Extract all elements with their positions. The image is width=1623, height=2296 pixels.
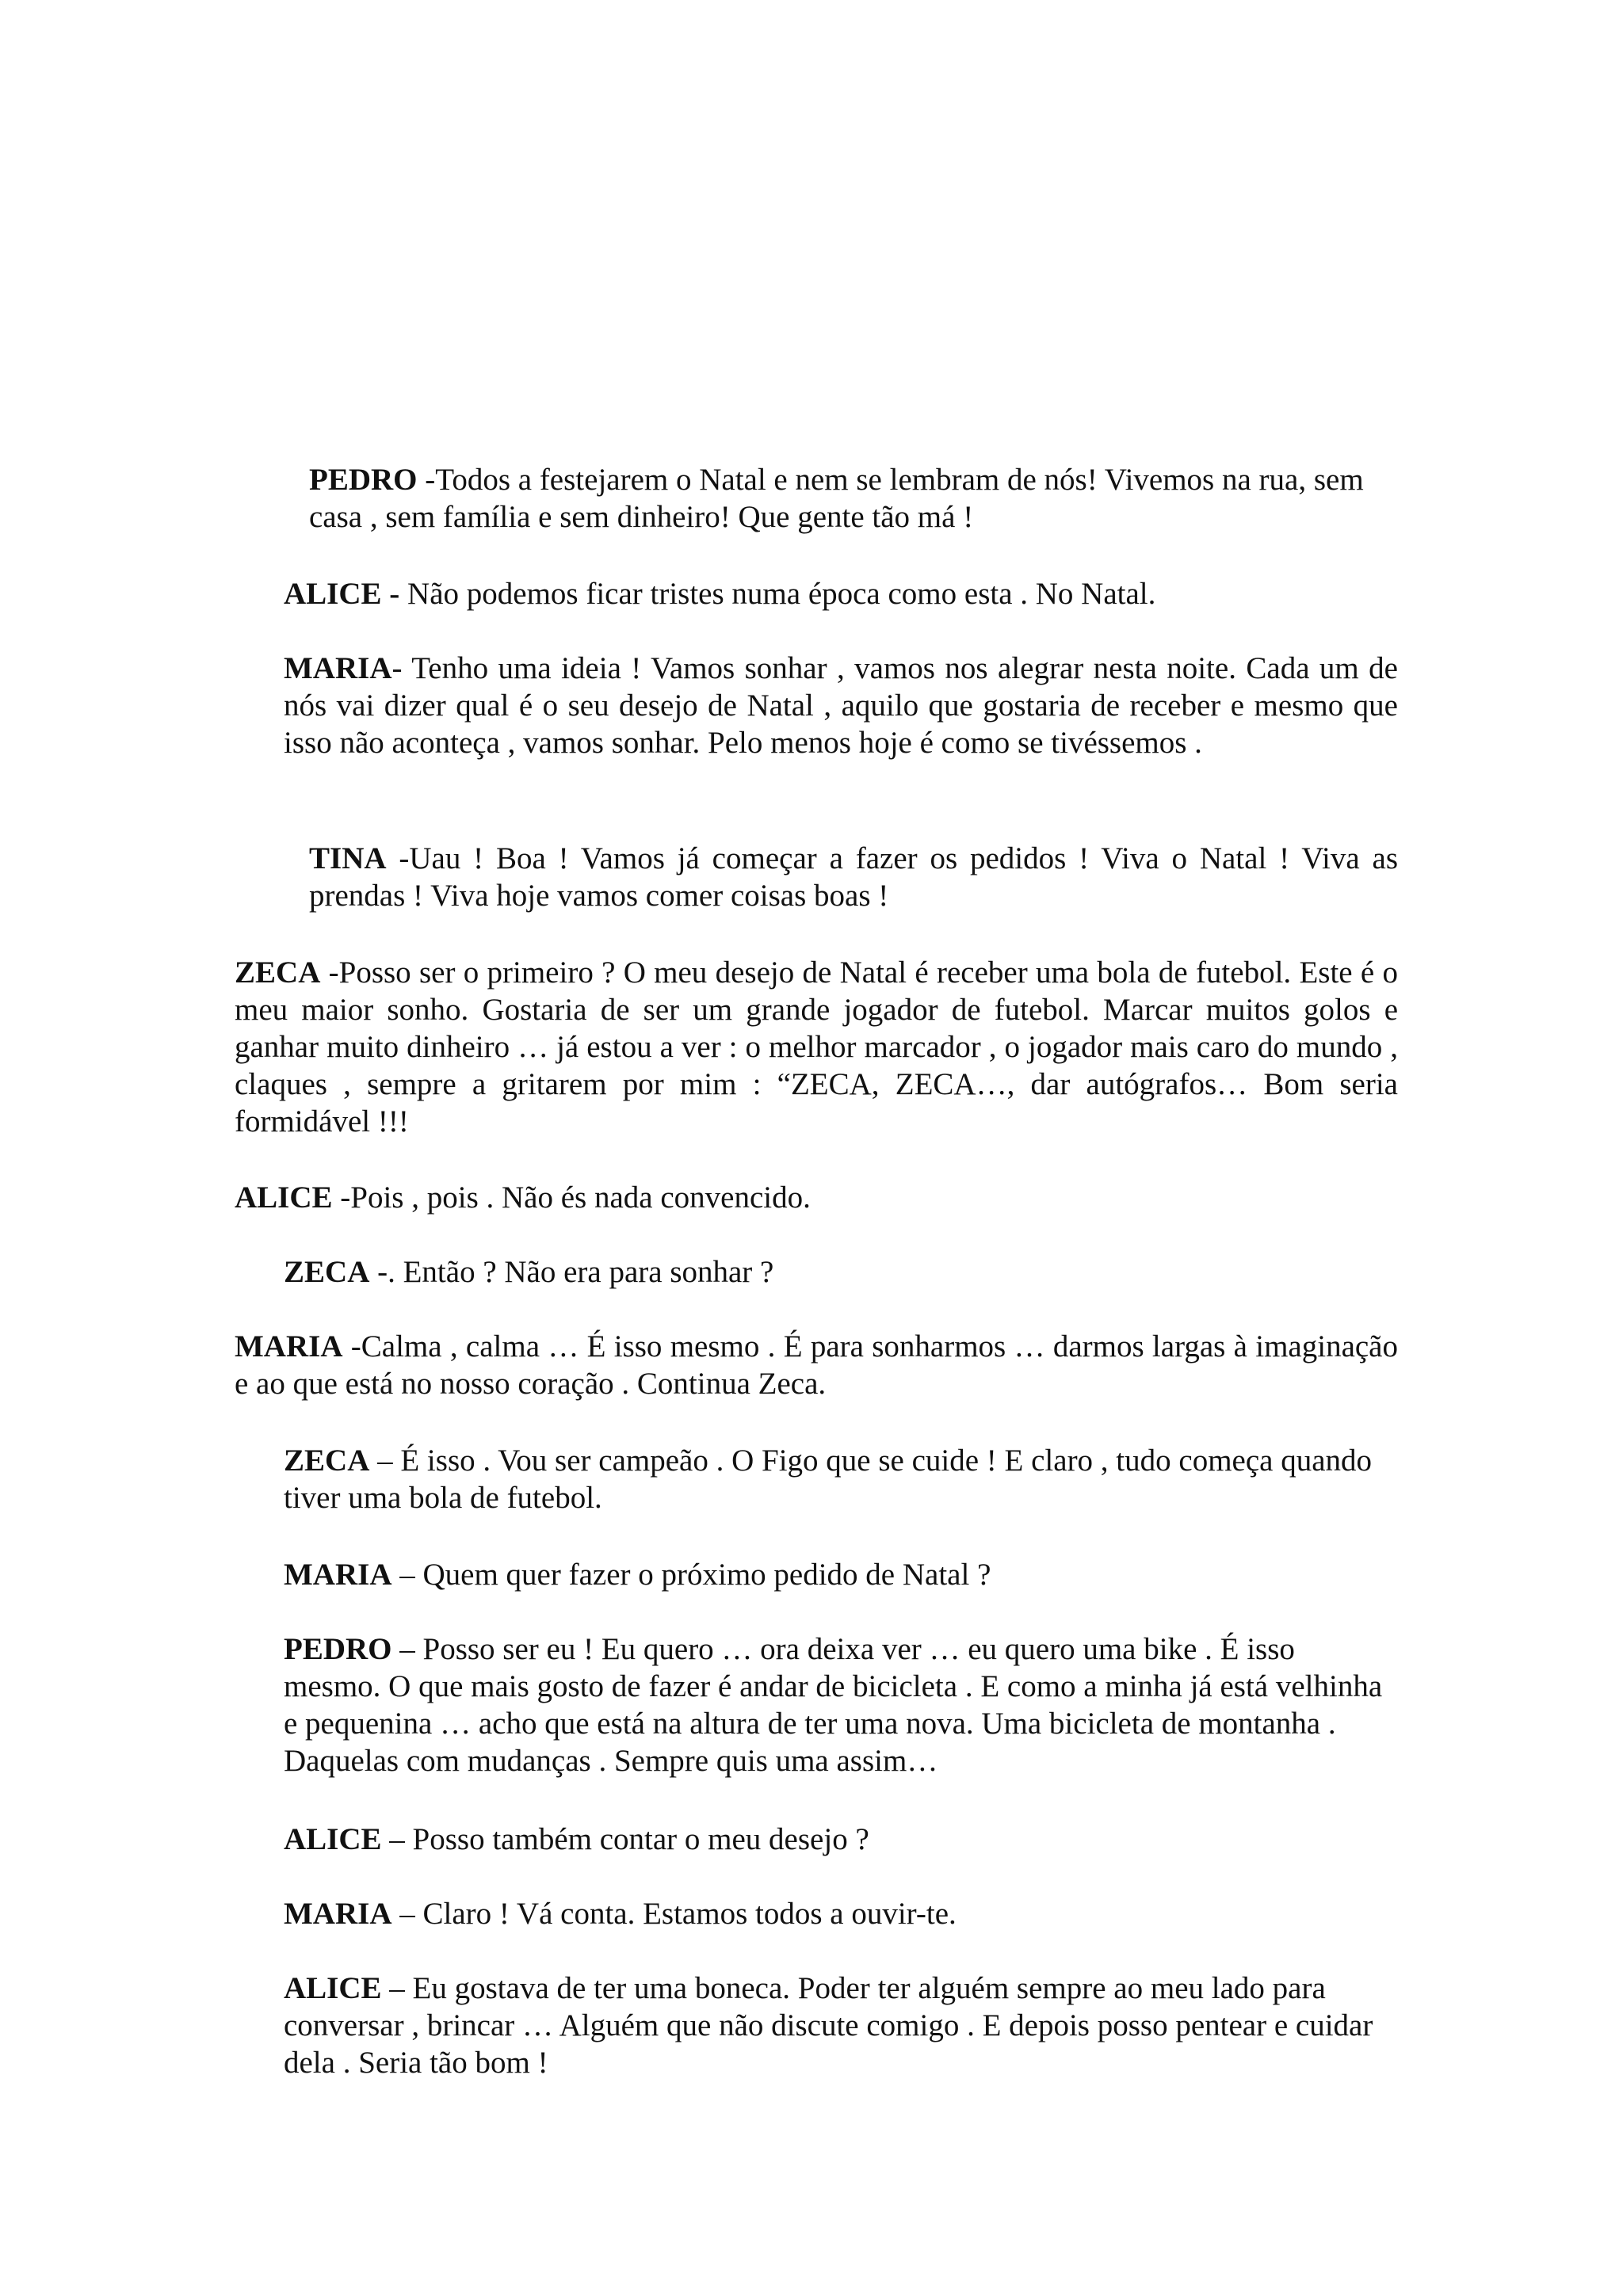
dialogue-text: -Pois , pois . Não és nada convencido. [332,1180,811,1215]
dialogue-paragraph [284,575,1409,612]
speaker-name: ALICE - [284,577,400,611]
dialogue-text: - Tenho uma ideia ! Vamos sonhar , vamos nos alegrar nesta noite. Cada um de nós vai dizer qual é o seu desejo de Natal , aquilo que gostaria de receber e mesmo que isso não aconteça , vamos sonhar. Pelo menos hoje é como se tivéssemos . [284,651,1398,760]
dialogue-paragraph [284,1630,1398,1779]
speaker-name: MARIA [284,1897,392,1931]
speaker-name: ZECA [284,1444,370,1478]
dialogue-paragraph [284,1821,1398,1858]
dialogue-text: -. Então ? Não era para sonhar ? [369,1255,774,1289]
speaker-name: PEDRO [309,463,418,497]
dialogue-text: – Claro ! Vá conta. Estamos todos a ouvir-te. [391,1897,957,1931]
dialogue-text: – Posso também contar o meu desejo ? [381,1822,869,1856]
speaker-name: ALICE [284,1971,382,2005]
dialogue-paragraph [284,1253,1398,1291]
speaker-name: MARIA [235,1329,343,1363]
dialogue-paragraph [309,461,1403,536]
dialogue-paragraph [235,954,1398,1140]
dialogue-paragraph [284,1556,1398,1593]
speaker-name: ALICE [235,1180,333,1215]
speaker-name: ZECA [235,955,321,990]
speaker-name: MARIA [284,1558,392,1592]
dialogue-paragraph [284,1895,1398,1932]
dialogue-text: – Eu gostava de ter uma boneca. Poder ter alguém sempre ao meu lado para conversar , brincar … Alguém que não discute comigo . E depois posso pentear e cuidar dela . Seria tão bom ! [284,1971,1373,2080]
speaker-name: ZECA [284,1255,370,1289]
speaker-name: TINA [309,841,387,875]
dialogue-text: -Todos a festejarem o Natal e nem se lembram de nós! Vivemos na rua, sem casa , sem família e sem dinheiro! Que gente tão má ! [309,463,1364,534]
dialogue-text: -Uau ! Boa ! Vamos já começar a fazer os pedidos ! Viva o Natal ! Viva as prendas ! Viva hoje vamos comer coisas boas ! [309,841,1398,913]
speaker-name: MARIA [284,651,392,685]
dialogue-paragraph [284,1970,1398,2081]
dialogue-text: – Posso ser eu ! Eu quero … ora deixa ver … eu quero uma bike . É isso mesmo. O que mais gosto de fazer é andar de bicicleta . E como a minha já está velhinha e pequenina … acho que está na altura de ter uma nova. Uma bicicleta de montanha . Daquelas com mudanças . Sempre quis uma assim… [284,1632,1383,1778]
dialogue-paragraph [284,1442,1398,1516]
speaker-name: ALICE [284,1822,382,1856]
dialogue-text: – É isso . Vou ser campeão . O Figo que se cuide ! E claro , tudo começa quando tiver uma bola de futebol. [284,1444,1373,1515]
speaker-name: PEDRO [284,1632,392,1666]
dialogue-paragraph [235,1328,1398,1402]
dialogue-text: -Posso ser o primeiro ? O meu desejo de Natal é receber uma bola de futebol. Este é o meu maior sonho. Gostaria de ser um grande jogador de futebol. Marcar muitos golos e ganhar muito dinheiro … já estou a ver : o melhor marcador , o jogador mais caro do mundo , claques , sempre a gritarem por mim : “ZECA, ZECA…, dar autógrafos… Bom seria formidável !!! [235,955,1398,1138]
dialogue-paragraph [284,650,1398,761]
dialogue-paragraph [309,840,1398,914]
dialogue-text: Não podemos ficar tristes numa época como esta . No Natal. [399,577,1156,611]
dialogue-text: – Quem quer fazer o próximo pedido de Natal ? [391,1558,991,1592]
dialogue-paragraph [235,1179,1398,1216]
dialogue-text: -Calma , calma … É isso mesmo . É para sonharmos … darmos largas à imaginação e ao que está no nosso coração . Continua Zeca. [235,1329,1398,1401]
